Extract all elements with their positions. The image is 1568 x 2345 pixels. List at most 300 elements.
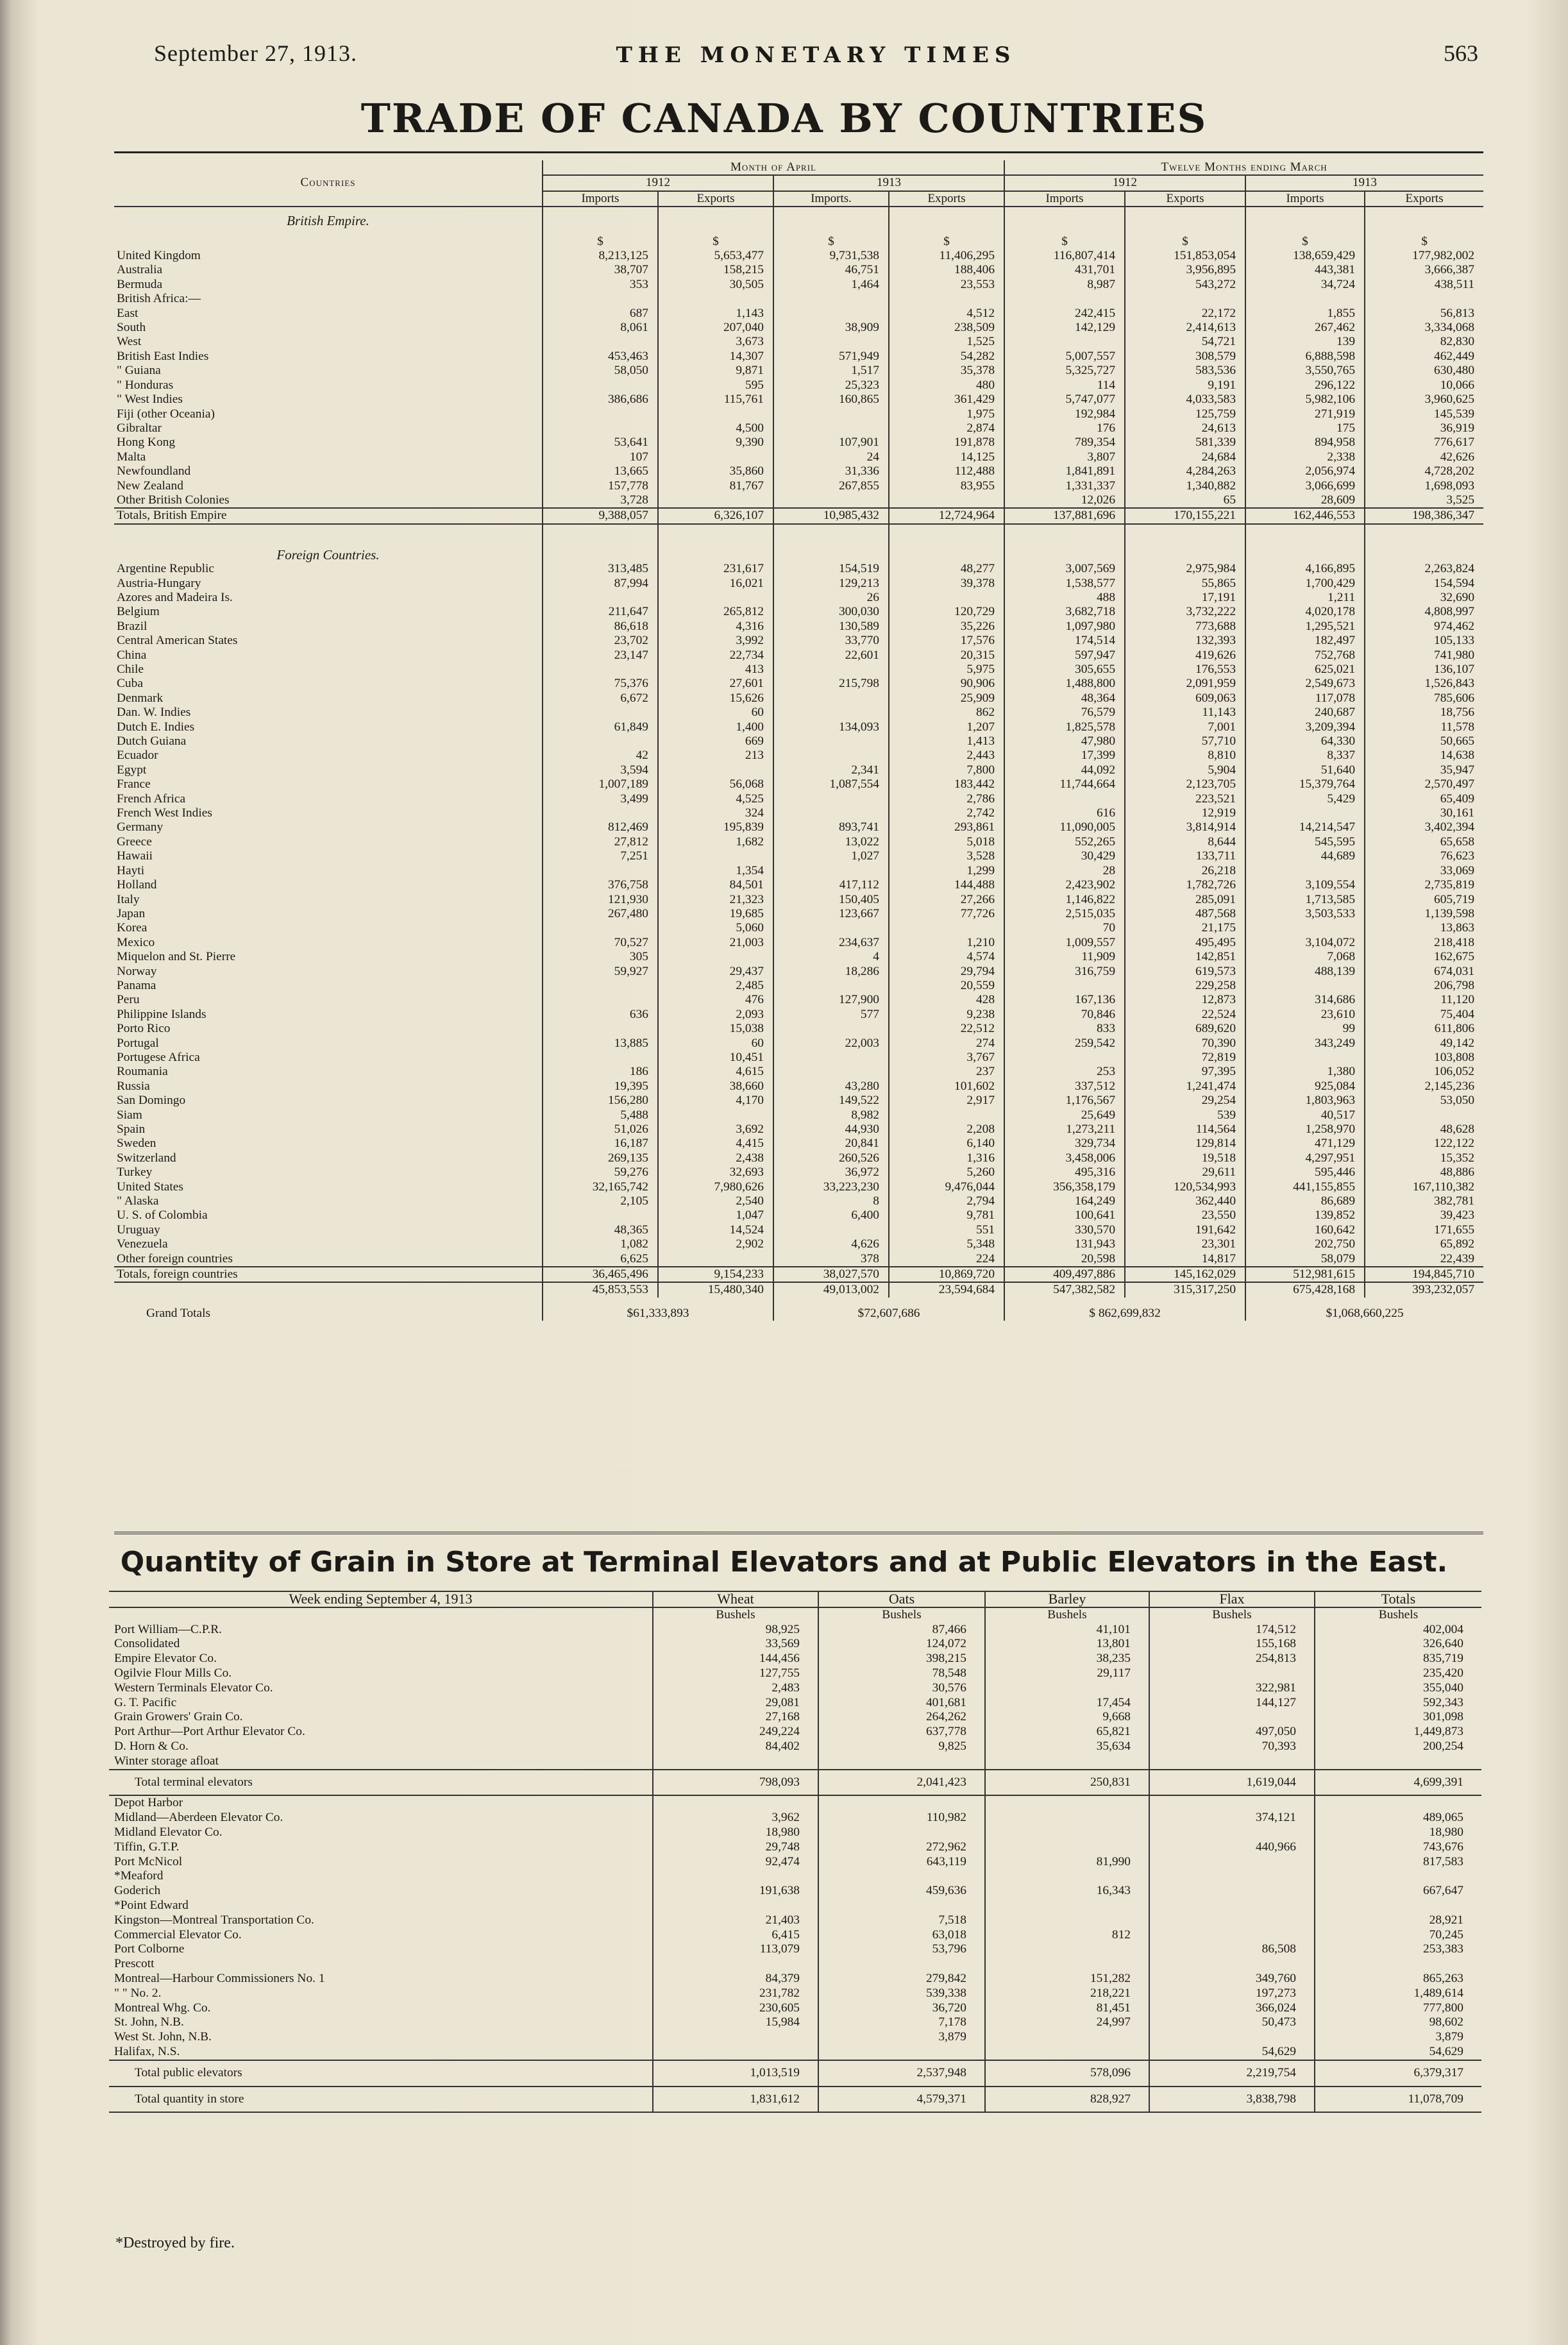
value-cell: 495,495 xyxy=(1125,936,1245,950)
bushels-cell: 29,117 xyxy=(985,1666,1149,1681)
bushels-cell: 33,569 xyxy=(653,1637,818,1652)
value-cell: 343,249 xyxy=(1245,1037,1365,1051)
value-cell: 625,021 xyxy=(1245,663,1365,677)
bushels-cell xyxy=(1149,1666,1315,1681)
bushels-cell: 70,245 xyxy=(1315,1928,1481,1943)
value-cell xyxy=(773,806,889,820)
table-row xyxy=(114,1122,1483,1137)
value-cell: 2,570,497 xyxy=(1365,777,1483,792)
value-cell: 242,415 xyxy=(1004,307,1125,321)
bushels-cell xyxy=(985,1840,1149,1855)
value-cell: 471,129 xyxy=(1245,1137,1365,1151)
value-cell: 609,063 xyxy=(1125,691,1245,706)
bushels-cell: 16,343 xyxy=(985,1884,1149,1899)
running-header xyxy=(154,40,1478,72)
value-cell: 32,690 xyxy=(1365,591,1483,605)
table-row xyxy=(114,691,1483,706)
value-cell: 9,476,044 xyxy=(889,1180,1004,1194)
bushels-cell: 27,168 xyxy=(653,1710,818,1725)
value-cell: 123,667 xyxy=(773,907,889,921)
value-cell: 16,021 xyxy=(658,577,773,591)
table-row xyxy=(109,1986,1481,2001)
bushels-cell: 865,263 xyxy=(1315,1972,1481,1986)
elevator-name: West St. John, N.B. xyxy=(114,2030,212,2044)
value-cell: 30,161 xyxy=(1365,806,1483,820)
dollar-sign: $ xyxy=(1365,228,1483,249)
bushels-cell: 17,454 xyxy=(985,1696,1149,1711)
value-cell xyxy=(889,493,1004,508)
section-rule xyxy=(114,1532,1483,1534)
value-cell: 22,601 xyxy=(773,648,889,663)
value-cell: 6,625 xyxy=(543,1252,658,1267)
table-row xyxy=(114,1137,1483,1151)
value-cell: 207,040 xyxy=(658,321,773,335)
value-cell: 171,655 xyxy=(1365,1223,1483,1237)
value-cell: 56,813 xyxy=(1365,307,1483,321)
bushels-cell: 440,966 xyxy=(1149,1840,1315,1855)
country-name: Belgium xyxy=(117,605,160,619)
table-row xyxy=(114,806,1483,820)
value-cell: 215,798 xyxy=(773,677,889,691)
value-cell: 26,218 xyxy=(1125,864,1245,878)
bushels-cell xyxy=(1149,1913,1315,1928)
value-cell: 4,284,263 xyxy=(1125,464,1245,478)
value-cell: 6,140 xyxy=(889,1137,1004,1151)
value-cell: 386,686 xyxy=(543,393,658,407)
value-cell: 773,688 xyxy=(1125,620,1245,634)
table-row xyxy=(114,1267,1483,1282)
value-cell: 362,440 xyxy=(1125,1194,1245,1208)
value-cell xyxy=(773,792,889,806)
value-cell: 103,808 xyxy=(1365,1051,1483,1065)
elevator-name: D. Horn & Co. xyxy=(114,1739,189,1753)
value-cell: 12,873 xyxy=(1125,993,1245,1007)
value-cell: 224 xyxy=(889,1252,1004,1267)
value-cell: 59,927 xyxy=(543,965,658,979)
bushels-cell: 250,831 xyxy=(985,1770,1149,1796)
table-row xyxy=(114,648,1483,663)
value-cell: 3,109,554 xyxy=(1245,878,1365,892)
elevator-name: Ogilvie Flour Mills Co. xyxy=(114,1666,232,1680)
value-cell: 9,871 xyxy=(658,364,773,378)
value-cell: 267,462 xyxy=(1245,321,1365,335)
unit-label: Bushels xyxy=(1149,1607,1315,1623)
value-cell: 1,331,337 xyxy=(1004,479,1125,493)
value-cell: 833 xyxy=(1004,1022,1125,1036)
bushels-cell: 50,473 xyxy=(1149,2015,1315,2030)
value-cell: 17,399 xyxy=(1004,749,1125,763)
country-name: Cuba xyxy=(117,677,143,691)
value-cell: 1,139,598 xyxy=(1365,907,1483,921)
value-cell: 60 xyxy=(658,706,773,720)
value-cell: 4,728,202 xyxy=(1365,464,1483,478)
bushels-cell: 81,990 xyxy=(985,1855,1149,1870)
value-cell: 271,919 xyxy=(1245,407,1365,421)
value-cell: 49,013,002 xyxy=(773,1282,889,1297)
bushels-cell: 13,801 xyxy=(985,1637,1149,1652)
value-cell: 1,975 xyxy=(889,407,1004,421)
country-name: Norway xyxy=(117,964,157,978)
value-cell: 87,994 xyxy=(543,577,658,591)
value-cell: 17,191 xyxy=(1125,591,1245,605)
value-cell xyxy=(1365,1108,1483,1122)
value-cell: 14,125 xyxy=(889,450,1004,464)
value-cell: 3,334,068 xyxy=(1365,321,1483,335)
value-cell: 30,429 xyxy=(1004,849,1125,863)
value-cell: 234,637 xyxy=(773,936,889,950)
value-cell: 785,606 xyxy=(1365,691,1483,706)
value-cell xyxy=(543,292,658,306)
unit-label: Bushels xyxy=(985,1607,1149,1623)
dollar-sign: $ xyxy=(773,228,889,249)
twelve-group-header: Twelve Months ending March xyxy=(1004,160,1483,175)
bushels-cell: 301,098 xyxy=(1315,1710,1481,1725)
bushels-cell: 84,379 xyxy=(653,1972,818,1986)
value-cell: 16,187 xyxy=(543,1137,658,1151)
value-cell: 218,418 xyxy=(1365,936,1483,950)
value-cell: 419,626 xyxy=(1125,648,1245,663)
empty-cell xyxy=(543,207,658,228)
value-cell: 689,620 xyxy=(1125,1022,1245,1036)
elevator-name: Depot Harbor xyxy=(114,1796,183,1810)
table-row xyxy=(114,777,1483,792)
table-row xyxy=(114,677,1483,691)
value-cell: 36,972 xyxy=(773,1165,889,1180)
value-cell: 17,576 xyxy=(889,634,1004,648)
value-cell xyxy=(658,849,773,863)
country-name: Greece xyxy=(117,834,152,849)
value-cell: 3,960,625 xyxy=(1365,393,1483,407)
value-cell: 106,052 xyxy=(1365,1065,1483,1079)
table-row xyxy=(109,2015,1481,2030)
bushels-cell: 65,821 xyxy=(985,1725,1149,1740)
twelve-year-1912: 1912 xyxy=(1004,175,1245,190)
country-name: Switzerland xyxy=(117,1151,176,1165)
country-name: British East Indies xyxy=(117,349,209,363)
country-name: Philippine Islands xyxy=(117,1007,207,1021)
value-cell: 267,480 xyxy=(543,907,658,921)
value-cell: 231,617 xyxy=(658,562,773,576)
value-cell: 545,595 xyxy=(1245,835,1365,849)
header-journal: THE MONETARY TIMES xyxy=(616,42,1016,68)
value-cell: 45,853,553 xyxy=(543,1282,658,1297)
value-cell: 25,649 xyxy=(1004,1108,1125,1122)
bushels-cell: 578,096 xyxy=(985,2060,1149,2087)
table-row xyxy=(109,1652,1481,1666)
table-row xyxy=(114,1282,1483,1297)
value-cell: 15,352 xyxy=(1365,1151,1483,1165)
value-cell: 2,263,824 xyxy=(1365,562,1483,576)
value-cell: 1,855 xyxy=(1245,307,1365,321)
elevator-name: Prescott xyxy=(114,1957,155,1971)
table-row xyxy=(114,421,1483,436)
country-name: Bermuda xyxy=(117,277,163,291)
value-cell: 142,851 xyxy=(1125,950,1245,964)
value-cell: 167,110,382 xyxy=(1365,1180,1483,1194)
empty-cell xyxy=(1245,541,1365,562)
bushels-cell xyxy=(1149,1928,1315,1943)
value-cell: 213 xyxy=(658,749,773,763)
elevator-name: St. John, N.B. xyxy=(114,2015,184,2029)
value-cell: 44,930 xyxy=(773,1122,889,1137)
dollar-sign: $ xyxy=(543,228,658,249)
value-cell: 8,982 xyxy=(773,1108,889,1122)
table-row xyxy=(114,450,1483,464)
elevator-name: Port Colborne xyxy=(114,1942,185,1956)
value-cell: 2,438 xyxy=(658,1151,773,1165)
value-cell: 3,007,569 xyxy=(1004,562,1125,576)
bushels-cell: 592,343 xyxy=(1315,1696,1481,1711)
country-name: Gibraltar xyxy=(117,421,162,435)
value-cell: 183,442 xyxy=(889,777,1004,792)
value-cell: 2,056,974 xyxy=(1245,464,1365,478)
bushels-cell: 197,273 xyxy=(1149,1986,1315,2001)
country-name: Dutch E. Indies xyxy=(117,720,195,734)
value-cell: 577 xyxy=(773,1008,889,1022)
value-cell: 4,033,583 xyxy=(1125,393,1245,407)
value-cell xyxy=(773,663,889,677)
value-cell: 23,594,684 xyxy=(889,1282,1004,1297)
value-cell: 65,892 xyxy=(1365,1237,1483,1251)
value-cell xyxy=(658,950,773,964)
value-cell: 142,129 xyxy=(1004,321,1125,335)
bushels-cell: 1,013,519 xyxy=(653,2060,818,2087)
value-cell: 29,254 xyxy=(1125,1094,1245,1108)
bushels-cell: 63,018 xyxy=(818,1928,985,1943)
value-cell: 4,615 xyxy=(658,1065,773,1079)
dollar-sign: $ xyxy=(889,228,1004,249)
table-row xyxy=(114,292,1483,306)
value-cell: 3,682,718 xyxy=(1004,605,1125,619)
bushels-cell xyxy=(985,1681,1149,1696)
value-cell: 4,166,895 xyxy=(1245,562,1365,576)
bushels-cell xyxy=(653,2045,818,2060)
bushels-cell: 29,081 xyxy=(653,1696,818,1711)
country-name: " Alaska xyxy=(117,1194,159,1208)
value-cell: 22,512 xyxy=(889,1022,1004,1036)
country-name: Australia xyxy=(117,263,163,277)
spacer-cell xyxy=(109,1607,653,1623)
value-cell: 120,534,993 xyxy=(1125,1180,1245,1194)
value-cell: 1,698,093 xyxy=(1365,479,1483,493)
value-cell: 21,323 xyxy=(658,893,773,907)
grand-total-value: $61,333,893 xyxy=(543,1298,773,1321)
country-name: Germany xyxy=(117,820,164,834)
empty-cell xyxy=(889,541,1004,562)
value-cell: 13,022 xyxy=(773,835,889,849)
value-cell: 1,782,726 xyxy=(1125,878,1245,892)
value-cell: 14,307 xyxy=(658,350,773,364)
value-cell: 33,223,230 xyxy=(773,1180,889,1194)
value-cell xyxy=(773,335,889,349)
value-cell: 378 xyxy=(773,1252,889,1267)
grand-total-value: $1,068,660,225 xyxy=(1245,1298,1483,1321)
value-cell: 20,841 xyxy=(773,1137,889,1151)
value-cell xyxy=(658,591,773,605)
country-name: United States xyxy=(117,1180,183,1194)
grain-col-2: Oats xyxy=(818,1591,985,1607)
value-cell: 20,315 xyxy=(889,648,1004,663)
empty-cell xyxy=(1125,207,1245,228)
col-countries: Countries xyxy=(114,160,543,207)
value-cell: 4,170 xyxy=(658,1094,773,1108)
value-cell: 285,091 xyxy=(1125,893,1245,907)
value-cell xyxy=(1245,806,1365,820)
value-cell: 3,767 xyxy=(889,1051,1004,1065)
value-cell: 3,692 xyxy=(658,1122,773,1137)
country-name: " Guiana xyxy=(117,364,161,378)
value-cell: 202,750 xyxy=(1245,1237,1365,1251)
value-cell: 4,574 xyxy=(889,950,1004,964)
value-cell: 57,710 xyxy=(1125,734,1245,749)
value-cell: 58,050 xyxy=(543,364,658,378)
bushels-cell: 374,121 xyxy=(1149,1811,1315,1825)
value-cell: 22,524 xyxy=(1125,1008,1245,1022)
value-cell: 24 xyxy=(773,450,889,464)
value-cell xyxy=(889,921,1004,935)
value-cell: 1,241,474 xyxy=(1125,1079,1245,1094)
bushels-cell xyxy=(1149,1899,1315,1913)
value-cell: 211,647 xyxy=(543,605,658,619)
value-cell xyxy=(658,1252,773,1267)
table-row xyxy=(114,907,1483,921)
table-row xyxy=(114,1180,1483,1194)
country-name: Korea xyxy=(117,921,148,935)
country-name: Peru xyxy=(117,993,140,1007)
table-row xyxy=(109,1740,1481,1754)
value-cell: 2,786 xyxy=(889,792,1004,806)
value-cell: 314,686 xyxy=(1245,993,1365,1007)
bushels-cell: 11,078,709 xyxy=(1315,2087,1481,2113)
month-year-1913: 1913 xyxy=(773,175,1004,190)
value-cell xyxy=(773,1065,889,1079)
bushels-cell: 87,466 xyxy=(818,1623,985,1638)
value-cell: 186 xyxy=(543,1065,658,1079)
bushels-cell xyxy=(818,1899,985,1913)
value-cell: 1,538,577 xyxy=(1004,577,1125,591)
value-cell: 4,316 xyxy=(658,620,773,634)
value-cell: 453,463 xyxy=(543,350,658,364)
value-cell: 7,001 xyxy=(1125,720,1245,734)
country-name: France xyxy=(117,777,151,792)
value-cell: 131,943 xyxy=(1004,1237,1125,1251)
value-cell: 38,909 xyxy=(773,321,889,335)
value-cell: 353 xyxy=(543,278,658,292)
value-cell: 194,845,710 xyxy=(1365,1267,1483,1282)
bushels-cell: 1,831,612 xyxy=(653,2087,818,2113)
country-name: French West Indies xyxy=(117,806,212,820)
value-cell: 8,810 xyxy=(1125,749,1245,763)
grand-total-value: $72,607,686 xyxy=(773,1298,1004,1321)
value-cell: 15,038 xyxy=(658,1022,773,1036)
value-cell: 687 xyxy=(543,307,658,321)
value-cell: 487,568 xyxy=(1125,907,1245,921)
value-cell: 595 xyxy=(658,378,773,393)
value-cell: 265,812 xyxy=(658,605,773,619)
value-cell: 90,906 xyxy=(889,677,1004,691)
value-cell: 121,930 xyxy=(543,893,658,907)
value-cell: 77,726 xyxy=(889,907,1004,921)
month-year-1912: 1912 xyxy=(543,175,773,190)
value-cell: 122,122 xyxy=(1365,1137,1483,1151)
value-cell xyxy=(658,1108,773,1122)
value-cell: 36,919 xyxy=(1365,421,1483,436)
value-cell: 32,693 xyxy=(658,1165,773,1180)
grain-table xyxy=(109,1591,1481,2113)
table-row xyxy=(114,307,1483,321)
value-cell: 120,729 xyxy=(889,605,1004,619)
table-row xyxy=(114,321,1483,335)
country-name: Dan. W. Indies xyxy=(117,706,191,720)
value-cell: 2,735,819 xyxy=(1365,878,1483,892)
value-cell: 3,066,699 xyxy=(1245,479,1365,493)
value-cell: 1,082 xyxy=(543,1237,658,1251)
bushels-cell xyxy=(653,1795,818,1811)
value-cell: 136,107 xyxy=(1365,663,1483,677)
value-cell: 269,135 xyxy=(543,1151,658,1165)
bushels-cell: 86,508 xyxy=(1149,1942,1315,1957)
value-cell: 24,613 xyxy=(1125,421,1245,436)
table-row xyxy=(109,1884,1481,1899)
grain-col-5: Totals xyxy=(1315,1591,1481,1607)
table-row xyxy=(114,249,1483,263)
bushels-cell: 539,338 xyxy=(818,1986,985,2001)
value-cell: 22,734 xyxy=(658,648,773,663)
table-row xyxy=(114,562,1483,576)
table-row xyxy=(109,2060,1481,2087)
value-cell: 70,527 xyxy=(543,936,658,950)
table-row xyxy=(109,1795,1481,1811)
value-cell: 14,817 xyxy=(1125,1252,1245,1267)
value-cell: 191,642 xyxy=(1125,1223,1245,1237)
unit-label: Bushels xyxy=(818,1607,985,1623)
value-cell: 1,517 xyxy=(773,364,889,378)
value-cell xyxy=(1004,979,1125,993)
bushels-cell: 1,449,873 xyxy=(1315,1725,1481,1740)
header-date: September 27, 1913. xyxy=(154,40,357,66)
table-row xyxy=(114,1151,1483,1165)
table-row xyxy=(114,792,1483,806)
bushels-cell: 41,101 xyxy=(985,1623,1149,1638)
bushels-cell: 817,583 xyxy=(1315,1855,1481,1870)
value-cell: 11,578 xyxy=(1365,720,1483,734)
value-cell: 112,488 xyxy=(889,464,1004,478)
value-cell: 7,800 xyxy=(889,763,1004,777)
value-cell: 84,501 xyxy=(658,878,773,892)
table-row xyxy=(114,605,1483,619)
grand-total-value: $ 862,699,832 xyxy=(1004,1298,1245,1321)
value-cell: 30,505 xyxy=(658,278,773,292)
value-cell: 4,808,997 xyxy=(1365,605,1483,619)
value-cell: 356,358,179 xyxy=(1004,1180,1125,1194)
value-cell: 1,413 xyxy=(889,734,1004,749)
table-row xyxy=(114,1223,1483,1237)
value-cell: 675,428,168 xyxy=(1245,1282,1365,1297)
value-cell: 5,060 xyxy=(658,921,773,935)
empty-cell xyxy=(1365,541,1483,562)
value-cell: 70 xyxy=(1004,921,1125,935)
value-cell: 25,909 xyxy=(889,691,1004,706)
table-row xyxy=(109,1710,1481,1725)
elevator-name: Commercial Elevator Co. xyxy=(114,1927,242,1942)
value-cell: 188,406 xyxy=(889,263,1004,277)
value-cell: 11,090,005 xyxy=(1004,820,1125,834)
table-row xyxy=(109,1696,1481,1711)
table-row xyxy=(109,2001,1481,2016)
value-cell: 1,400 xyxy=(658,720,773,734)
value-cell: 9,238 xyxy=(889,1008,1004,1022)
value-cell: 2,341 xyxy=(773,763,889,777)
